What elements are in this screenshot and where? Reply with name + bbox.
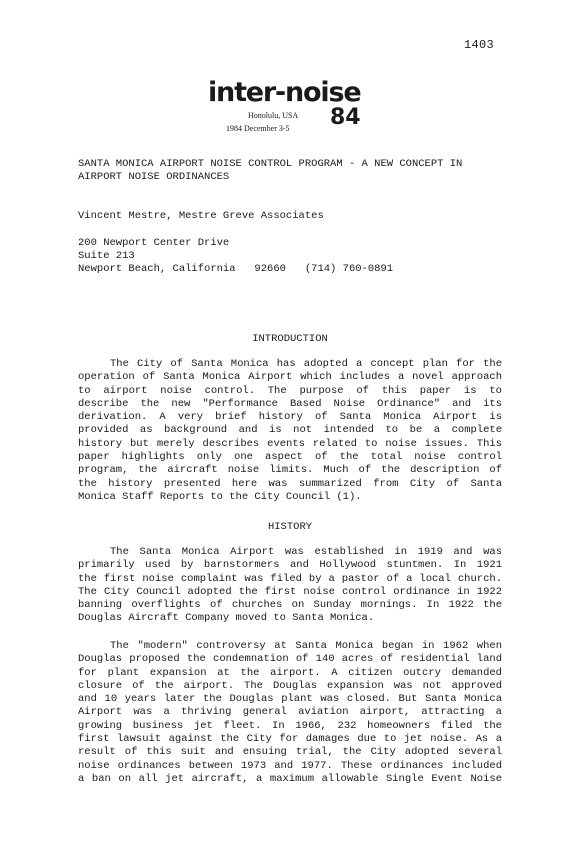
section-heading-history: HISTORY bbox=[267, 521, 313, 533]
text-line: growing business jet fleet. In 1966, 232 homeowners filed the bbox=[78, 719, 502, 732]
text-line: describe the new "Performance Based Noise Ordinance" and its bbox=[78, 397, 502, 410]
address-line: Suite 213 bbox=[78, 250, 135, 262]
page-number: 1403 bbox=[464, 38, 495, 52]
text-line: Airport was a thriving general aviation airport, attracting a bbox=[78, 706, 502, 719]
text-line: noise ordinances between 1973 and 1977. These ordinances included bbox=[78, 759, 502, 772]
text-line: The City of Santa Monica has adopted a concept plan for the bbox=[110, 358, 502, 370]
text-line: result of this suit and ensuing trial, the City adopted several bbox=[78, 746, 502, 759]
logo-year: 84 bbox=[330, 105, 361, 130]
text-line: The "modern" controversy at Santa Monica began in 1962 when bbox=[110, 640, 502, 652]
history-paragraph-1 bbox=[78, 546, 502, 626]
introduction-paragraph bbox=[78, 358, 502, 504]
text-line: the history presented here was summarized from City of Santa bbox=[78, 477, 502, 490]
text-line: for plant expansion at the airport. A citizen outcry demanded bbox=[78, 666, 502, 679]
conference-logo bbox=[204, 78, 364, 138]
text-line: the first noise complaint was filed by a pastor of a local church. bbox=[78, 572, 502, 585]
text-line: paper highlights only one aspect of the total noise control bbox=[78, 451, 502, 464]
text-line: The Santa Monica Airport was established in 1919 and was bbox=[110, 546, 502, 558]
text-line: closure of the airport. The Douglas expansion was not approved bbox=[78, 679, 502, 692]
author-line: Vincent Mestre, Mestre Greve Associates bbox=[78, 210, 324, 222]
logo-wordmark: inter-noise bbox=[208, 77, 361, 108]
paper-title bbox=[78, 158, 502, 184]
text-line: first lawsuit against the City for damages due to jet noise. As a bbox=[78, 733, 502, 746]
text-line: Douglas proposed the condemnation of 140 acres of residential land bbox=[78, 653, 502, 666]
logo-city: Honolulu, USA bbox=[248, 111, 299, 120]
text-line: program, the aircraft noise limits. Much of the description of bbox=[78, 464, 502, 477]
address-line: 200 Newport Center Drive bbox=[78, 237, 230, 249]
title-line: AIRPORT NOISE ORDINANCES bbox=[78, 171, 230, 183]
text-line: and 10 years later the Douglas plant was closed. But Santa Monica bbox=[78, 693, 502, 706]
text-line: derivation. A very brief history of Santa Monica Airport is bbox=[78, 411, 502, 424]
text-line: history but merely describes events related to noise issues. This bbox=[78, 437, 502, 450]
address-line: Newport Beach, California 92660 (714) 760-0891 bbox=[78, 263, 394, 275]
history-paragraph-2 bbox=[78, 640, 502, 786]
author-address bbox=[78, 237, 502, 276]
text-line: Douglas Aircraft Company moved to Santa Monica. bbox=[78, 612, 375, 625]
text-line: a ban on all jet aircraft, a maximum allowable Single Event Noise bbox=[78, 772, 502, 785]
text-line: Monica Staff Reports to the City Council (1). bbox=[78, 490, 362, 503]
text-line: provided as background and is not intended to be a complete bbox=[78, 424, 502, 437]
text-line: operation of Santa Monica Airport which includes a novel approach bbox=[78, 371, 502, 384]
title-line: SANTA MONICA AIRPORT NOISE CONTROL PROGRAM - A NEW CONCEPT IN bbox=[78, 158, 463, 170]
text-line: primarily used by barnstormers and Hollywood stuntmen. In 1921 bbox=[78, 559, 502, 572]
text-line: banning overflights of churches on Sunday mornings. In 1922 the bbox=[78, 599, 502, 612]
text-line: to airport noise control. The purpose of this paper is to bbox=[78, 384, 502, 397]
logo-date: 1984 December 3-5 bbox=[226, 124, 290, 133]
text-line: The City Council adopted the first noise control ordinance in 1922 bbox=[78, 585, 502, 598]
section-heading-introduction: INTRODUCTION bbox=[252, 333, 328, 345]
